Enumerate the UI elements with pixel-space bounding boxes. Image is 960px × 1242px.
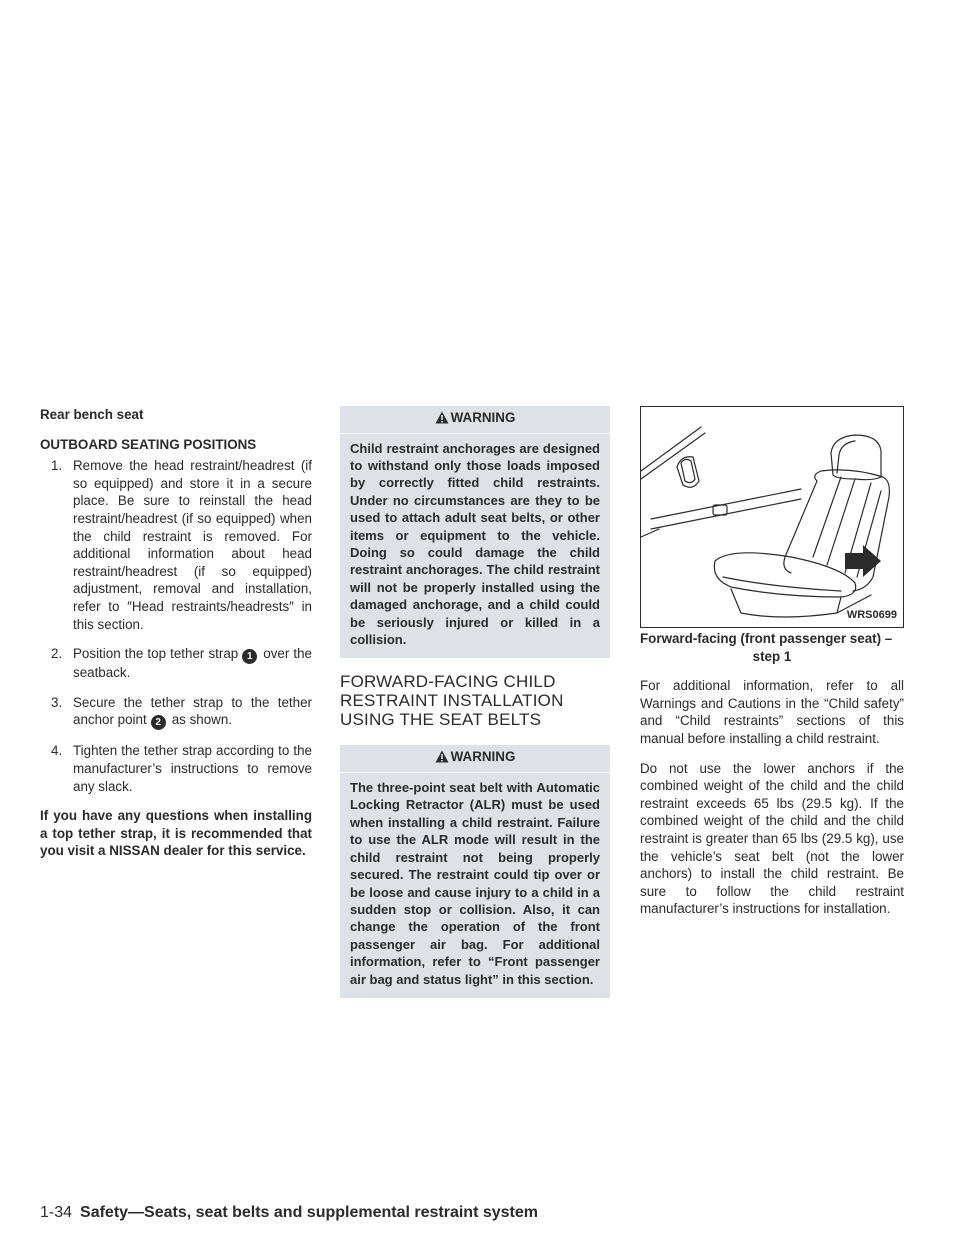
paragraph: For additional information, refer to all Warnings and Cautions in the “Child safety” and “Child restraints” sections of this manual before installing a child restraint. — [640, 678, 904, 746]
warning-triangle-icon — [435, 750, 449, 763]
steps-list — [40, 457, 312, 795]
dealer-note: If you have any questions when installing a top tether strap, it is recommended that you visit a NISSAN dealer for this service. — [40, 808, 312, 859]
step-item: 2. Position the top tether strap 1 over the seatback. — [51, 646, 313, 681]
subsection-title: Rear bench seat — [40, 407, 144, 422]
step-item: 1. Remove the head restraint/headrest (if so equipped) and store it in a secure place. Be sure to reinstall the head restraint/headrest (if so equipped) when the child restraint is removed. For additional information about head restraint/headrest (if so equipped) adjustment, removal and installation, refer to ″Head restraints/headrests″ in this section. — [51, 458, 312, 632]
paragraph: Do not use the lower anchors if the combined weight of the child and the child restraint exceeds 65 lbs (29.5 kg). If the combined weight of the child and the child restraint is greater than 65 lbs (29.5 kg), use the vehicle’s seat belt (not the lower anchors) to install the child restraint. Be sure to follow the child restraint manufacturer’s instructions for installation. — [640, 760, 904, 917]
warning-box — [340, 745, 610, 997]
section-heading: OUTBOARD SEATING POSITIONS — [40, 436, 257, 452]
arrow-right-icon — [845, 545, 881, 577]
section-title: FORWARD-FACING CHILD RESTRAINT INSTALLATION USING THE SEAT BELTS — [340, 672, 564, 730]
column-right — [640, 406, 904, 930]
warning-text: Child restraint anchorages are designed to withstand only those loads imposed by correctly fitted child restraints. Under no circumstances are they to be used to attach adult seat belts, or other items or equipment to the vehicle. Doing so could damage the child restraint anchorages. The child restraint will not be properly installed using the damaged anchorage, and a child could be seriously injured or killed in a collision. — [350, 440, 600, 648]
warning-header: WARNING — [340, 745, 610, 773]
warning-triangle-icon — [435, 411, 449, 424]
column-middle — [340, 406, 610, 1012]
page-number: 1-34 — [40, 1204, 73, 1221]
page-footer — [40, 1204, 538, 1222]
figure-caption: Forward-facing (front passenger seat) – step 1 — [640, 631, 893, 664]
column-left — [40, 406, 312, 872]
figure-code: WRS0699 — [846, 609, 897, 622]
chapter-title: Safety—Seats, seat belts and supplemental restraint system — [80, 1204, 538, 1221]
step-item: 4. Tighten the tether strap according to the manufacturer’s instructions to remove any slack. — [51, 743, 312, 794]
step-item: 3. Secure the tether strap to the tether anchor point 2 as shown. — [51, 694, 312, 729]
passenger-seat-drawing — [641, 407, 903, 627]
warning-header: WARNING — [340, 406, 610, 434]
callout-1-icon: 1 — [242, 649, 257, 664]
warning-box — [340, 406, 610, 658]
callout-2-icon: 2 — [151, 715, 166, 730]
seat-illustration — [640, 406, 904, 628]
warning-text: The three-point seat belt with Automatic Locking Retractor (ALR) must be used when installing a child restraint. Failure to use the ALR mode will result in the child restraint not being properly secured. The restraint could tip over or be loose and cause injury to a child in a sudden stop or collision. Also, it can change the operation of the front passenger air bag. For additional information, refer to “Front passenger air bag and status light” in this section. — [350, 780, 600, 987]
